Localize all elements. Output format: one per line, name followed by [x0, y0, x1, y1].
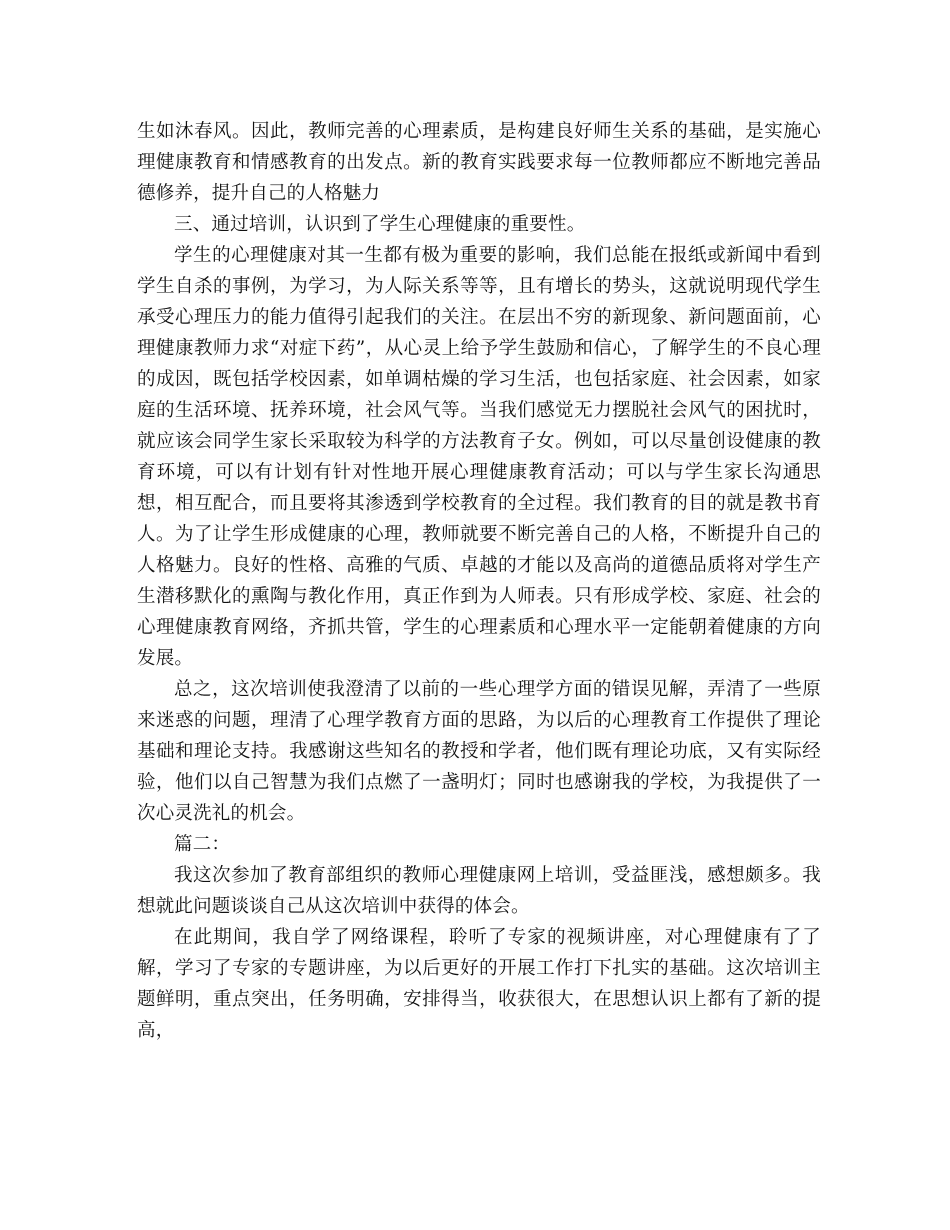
document-body: [137, 116, 821, 1046]
part-two-heading: 篇二：: [174, 834, 231, 855]
paragraph-conclusion: 总之，这次培训使我澄清了以前的一些心理学方面的错误见解，弄清了一些原来迷惑的问题，理清了心理学教育方面的思路，为以后的心理教育工作提供了理论基础和理论支持。我感谢这些知名的教授和学者，他们既有理论功底，又有实际经验，他们以自己智慧为我们点燃了一盏明灯；同时也感谢我的学校，为我提供了一次心灵洗礼的机会。: [137, 679, 821, 824]
paragraph-continuation: 生如沐春风。因此，教师完善的心理素质，是构建良好师生关系的基础，是实施心理健康教育和情感教育的出发点。新的教育实践要求每一位教师都应不断地完善品德修养，提升自己的人格魅力: [137, 121, 821, 204]
section-heading-three: 三、通过培训，认识到了学生心理健康的重要性。: [174, 214, 586, 235]
paragraph-student-mental-health: 学生的心理健康对其一生都有极为重要的影响，我们总能在报纸或新闻中看到学生自杀的事例，为学习，为人际关系等等，且有增长的势头，这就说明现代学生承受心理压力的能力值得引起我们的关注。在层出不穷的新现象、新问题面前，心理健康教师力求“对症下药”，从心灵上给予学生鼓励和信心，了解学生的不良心理的成因，既包括学校因素，如单调枯燥的学习生活，也包括家庭、社会因素，如家庭的生活环境、抚养环境，社会风气等。当我们感觉无力摆脱社会风气的困扰时，就应该会同学生家长采取较为科学的方法教育子女。例如，可以尽量创设健康的教育环境，可以有计划有针对性地开展心理健康教育活动；可以与学生家长沟通思想，相互配合，而且要将其渗透到学校教育的全过程。我们教育的目的就是教书育人。为了让学生形成健康的心理，教师就要不断完善自己的人格，不断提升自己的人格魅力。良好的性格、高雅的气质、卓越的才能以及高尚的道德品质将对学生产生潜移默化的熏陶与教化作用，真正作到为人师表。只有形成学校、家庭、社会的心理健康教育网络，齐抓共管，学生的心理素质和心理水平一定能朝着健康的方向发展。: [137, 245, 821, 669]
paragraph-part-two-intro: 我这次参加了教育部组织的教师心理健康网上培训，受益匪浅，感想颇多。我想就此问题谈谈自己从这次培训中获得的体会。: [137, 865, 821, 917]
paragraph-part-two-body: 在此期间，我自学了网络课程，聆听了专家的视频讲座，对心理健康有了了解，学习了专家的专题讲座，为以后更好的开展工作打下扎实的基础。这次培训主题鲜明，重点突出，任务明确，安排得当，收获很大，在思想认识上都有了新的提高，: [137, 927, 821, 1041]
